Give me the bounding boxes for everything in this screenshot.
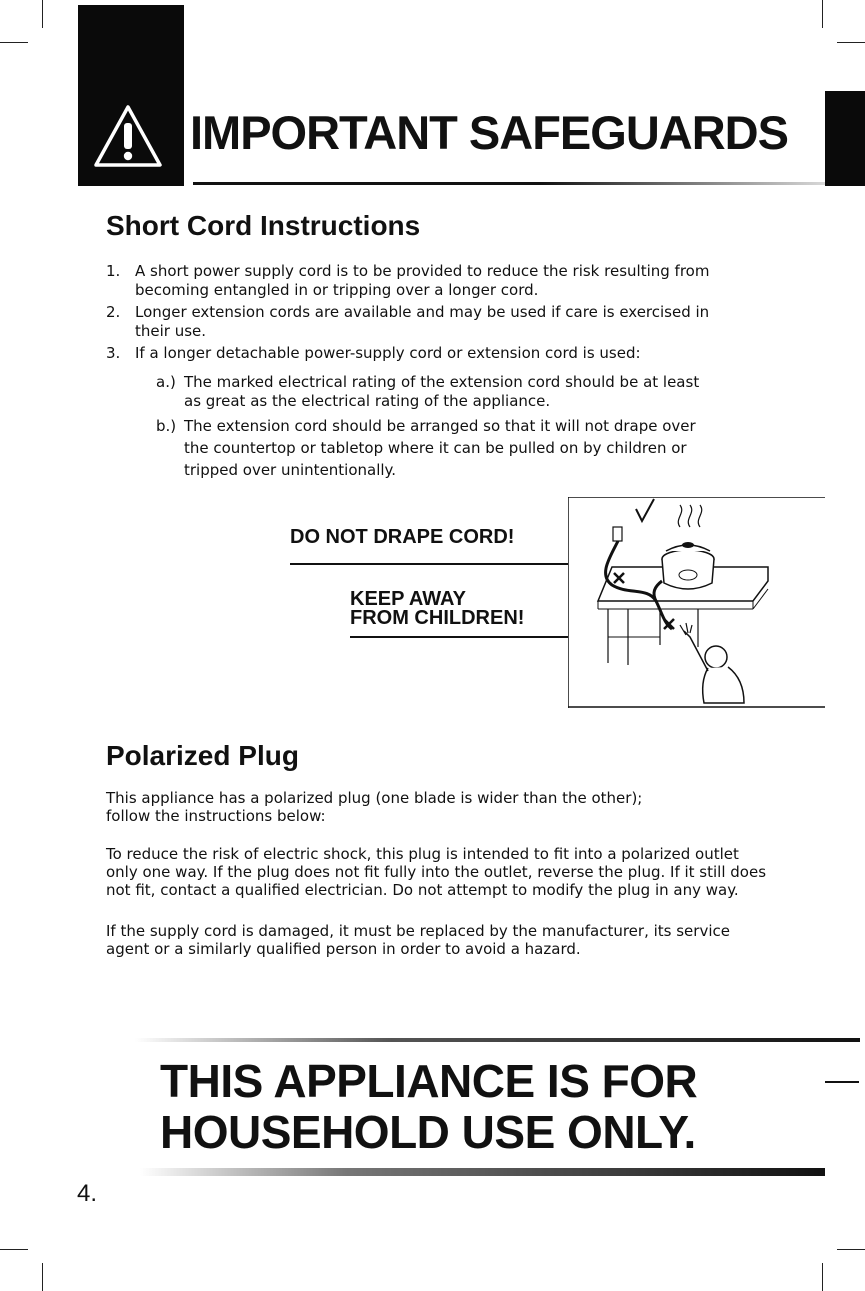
callout-line: KEEP AWAY bbox=[350, 588, 466, 610]
sub-item-text: The marked electrical rating of the extension cord should be at least bbox=[184, 373, 700, 391]
list-text: If a longer detachable power-supply cord or extension cord is used: bbox=[135, 344, 641, 362]
polarized-paragraph bbox=[106, 922, 796, 958]
list-item bbox=[106, 344, 766, 363]
side-black-tab bbox=[825, 91, 865, 186]
crop-mark bbox=[0, 1249, 28, 1250]
callout-keep-away bbox=[350, 590, 524, 628]
sub-item-label: a.) bbox=[156, 373, 176, 391]
exclamation-triangle-icon bbox=[92, 103, 164, 169]
sub-item-text: as great as the electrical rating of the appliance. bbox=[184, 392, 551, 410]
banner-line: THIS APPLIANCE IS FOR bbox=[160, 1055, 698, 1107]
short-cord-list bbox=[106, 262, 766, 366]
list-text: their use. bbox=[135, 322, 207, 340]
list-number: 1. bbox=[106, 262, 121, 280]
side-dash bbox=[825, 1081, 859, 1083]
paragraph-line: follow the instructions below: bbox=[106, 807, 326, 825]
sub-item-text: tripped over unintentionally. bbox=[184, 461, 397, 479]
crop-mark bbox=[822, 1263, 823, 1291]
outlet-icon bbox=[613, 527, 622, 541]
banner-line: HOUSEHOLD USE ONLY. bbox=[160, 1106, 696, 1158]
cord-safety-illustration bbox=[568, 497, 825, 708]
banner-top-rule bbox=[135, 1038, 860, 1042]
callout-rule bbox=[350, 636, 568, 638]
list-text: becoming entangled in or tripping over a longer cord. bbox=[135, 281, 539, 299]
banner-bottom-rule bbox=[140, 1168, 825, 1176]
crop-mark bbox=[42, 0, 43, 28]
callout-drape-cord: DO NOT DRAPE CORD! bbox=[290, 526, 515, 548]
child-icon bbox=[705, 646, 727, 668]
paragraph-line: agent or a similarly qualified person in order to avoid a hazard. bbox=[106, 940, 581, 958]
crop-mark bbox=[837, 42, 865, 43]
polarized-paragraph bbox=[106, 845, 796, 899]
crop-mark bbox=[837, 1249, 865, 1250]
paragraph-line: If the supply cord is damaged, it must be replaced by the manufacturer, its service bbox=[106, 922, 730, 940]
paragraph-line: To reduce the risk of electric shock, this plug is intended to fit into a polarized outlet bbox=[106, 845, 739, 863]
sub-item bbox=[156, 373, 736, 411]
polarized-paragraph bbox=[106, 789, 796, 825]
household-use-banner bbox=[160, 1056, 697, 1158]
list-number: 3. bbox=[106, 344, 121, 362]
paragraph-line: This appliance has a polarized plug (one blade is wider than the other); bbox=[106, 789, 643, 807]
crop-mark bbox=[42, 1263, 43, 1291]
polarized-plug-heading: Polarized Plug bbox=[106, 740, 299, 771]
short-cord-heading: Short Cord Instructions bbox=[106, 210, 421, 241]
sub-item-text: The extension cord should be arranged so that it will not drape over bbox=[184, 417, 696, 435]
paragraph-line: only one way. If the plug does not fit fully into the outlet, reverse the plug. If it still does bbox=[106, 863, 767, 881]
sub-item-label: b.) bbox=[156, 417, 177, 435]
crop-mark bbox=[0, 42, 28, 43]
crop-mark bbox=[822, 0, 823, 28]
title-underline bbox=[193, 182, 825, 185]
list-text: Longer extension cords are available and may be used if care is exercised in bbox=[135, 303, 710, 321]
list-number: 2. bbox=[106, 303, 121, 321]
check-mark-icon bbox=[636, 499, 654, 521]
list-item bbox=[106, 262, 766, 300]
sub-item bbox=[156, 415, 736, 481]
page-number: 4. bbox=[77, 1180, 98, 1207]
steam-icon bbox=[678, 505, 701, 527]
paragraph-line: not fit, contact a qualified electrician. Do not attempt to modify the plug in any way. bbox=[106, 881, 739, 899]
list-text: A short power supply cord is to be provided to reduce the risk resulting from bbox=[135, 262, 710, 280]
callout-rule bbox=[290, 563, 568, 565]
sub-item-text: the countertop or tabletop where it can be pulled on by children or bbox=[184, 439, 687, 457]
callout-line: FROM CHILDREN! bbox=[350, 607, 525, 629]
list-item bbox=[106, 303, 766, 341]
page-title: IMPORTANT SAFEGUARDS bbox=[190, 106, 788, 159]
